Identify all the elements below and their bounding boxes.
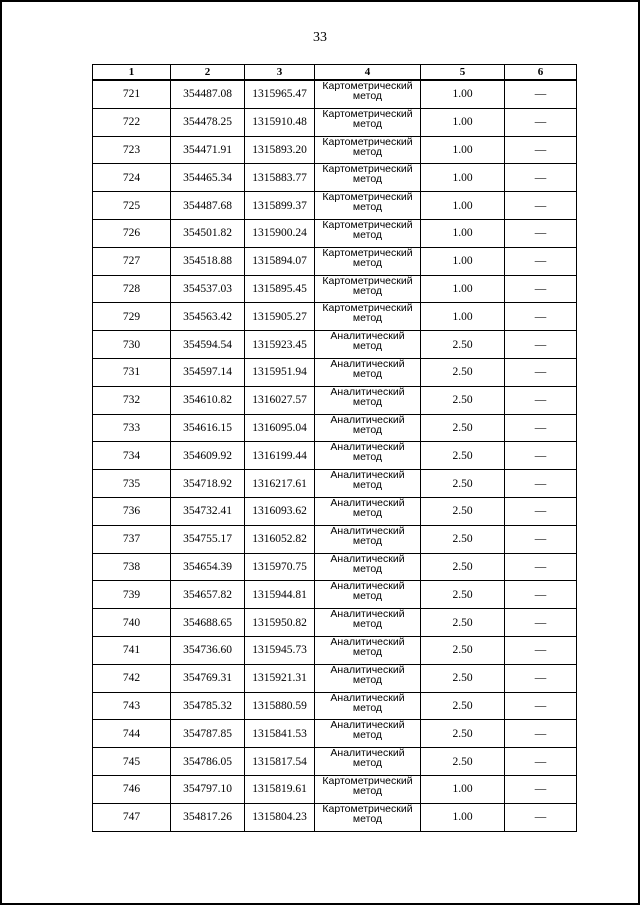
note-cell: — [505, 219, 577, 247]
table-row [93, 692, 577, 720]
x-coordinate-cell: 354736.60 [171, 636, 245, 664]
x-coordinate-cell: 354610.82 [171, 386, 245, 414]
method-cell: Аналитический метод [315, 525, 421, 553]
table-row [93, 803, 577, 831]
y-coordinate-cell: 1315965.47 [245, 80, 315, 108]
x-coordinate-cell: 354609.92 [171, 442, 245, 470]
method-cell: Аналитический метод [315, 581, 421, 609]
accuracy-cell: 2.50 [421, 525, 505, 553]
method-cell: Картометрический метод [315, 192, 421, 220]
note-cell: — [505, 247, 577, 275]
page-number: 33 [313, 30, 327, 45]
x-coordinate-cell: 354657.82 [171, 581, 245, 609]
note-cell: — [505, 470, 577, 498]
x-coordinate-cell: 354597.14 [171, 358, 245, 386]
x-coordinate-cell: 354487.08 [171, 80, 245, 108]
note-cell: — [505, 692, 577, 720]
accuracy-cell: 1.00 [421, 192, 505, 220]
x-coordinate-cell: 354755.17 [171, 525, 245, 553]
point-number-cell: 741 [93, 636, 171, 664]
accuracy-cell: 2.50 [421, 553, 505, 581]
y-coordinate-cell: 1315900.24 [245, 219, 315, 247]
point-number-cell: 729 [93, 303, 171, 331]
table-row [93, 720, 577, 748]
table-row [93, 303, 577, 331]
y-coordinate-cell: 1315819.61 [245, 775, 315, 803]
method-cell: Аналитический метод [315, 331, 421, 359]
table-row [93, 386, 577, 414]
table-header-row [93, 65, 577, 81]
table-row [93, 525, 577, 553]
point-number-cell: 739 [93, 581, 171, 609]
y-coordinate-cell: 1315880.59 [245, 692, 315, 720]
x-coordinate-cell: 354787.85 [171, 720, 245, 748]
y-coordinate-cell: 1315970.75 [245, 553, 315, 581]
point-number-cell: 726 [93, 219, 171, 247]
method-cell: Картометрический метод [315, 108, 421, 136]
x-coordinate-cell: 354518.88 [171, 247, 245, 275]
x-coordinate-cell: 354797.10 [171, 775, 245, 803]
x-coordinate-cell: 354769.31 [171, 664, 245, 692]
accuracy-cell: 1.00 [421, 108, 505, 136]
method-cell: Аналитический метод [315, 442, 421, 470]
point-number-cell: 735 [93, 470, 171, 498]
y-coordinate-cell: 1315893.20 [245, 136, 315, 164]
note-cell: — [505, 192, 577, 220]
x-coordinate-cell: 354688.65 [171, 609, 245, 637]
accuracy-cell: 2.50 [421, 414, 505, 442]
method-cell: Картометрический метод [315, 80, 421, 108]
note-cell: — [505, 748, 577, 776]
accuracy-cell: 2.50 [421, 720, 505, 748]
x-coordinate-cell: 354478.25 [171, 108, 245, 136]
accuracy-cell: 1.00 [421, 136, 505, 164]
point-number-cell: 738 [93, 553, 171, 581]
table-row [93, 748, 577, 776]
x-coordinate-cell: 354537.03 [171, 275, 245, 303]
note-cell: — [505, 303, 577, 331]
method-cell: Аналитический метод [315, 553, 421, 581]
point-number-cell: 722 [93, 108, 171, 136]
table-row [93, 247, 577, 275]
table-row [93, 331, 577, 359]
method-cell: Аналитический метод [315, 609, 421, 637]
method-cell: Картометрический метод [315, 303, 421, 331]
point-number-cell: 744 [93, 720, 171, 748]
method-cell: Аналитический метод [315, 636, 421, 664]
y-coordinate-cell: 1315944.81 [245, 581, 315, 609]
y-coordinate-cell: 1315950.82 [245, 609, 315, 637]
y-coordinate-cell: 1316052.82 [245, 525, 315, 553]
table-row [93, 553, 577, 581]
point-number-cell: 746 [93, 775, 171, 803]
y-coordinate-cell: 1316199.44 [245, 442, 315, 470]
table-row [93, 80, 577, 108]
y-coordinate-cell: 1315895.45 [245, 275, 315, 303]
point-number-cell: 728 [93, 275, 171, 303]
method-cell: Аналитический метод [315, 497, 421, 525]
accuracy-cell: 1.00 [421, 80, 505, 108]
y-coordinate-cell: 1315899.37 [245, 192, 315, 220]
method-cell: Аналитический метод [315, 358, 421, 386]
y-coordinate-cell: 1315905.27 [245, 303, 315, 331]
y-coordinate-cell: 1315951.94 [245, 358, 315, 386]
point-number-cell: 733 [93, 414, 171, 442]
method-cell: Аналитический метод [315, 664, 421, 692]
accuracy-cell: 2.50 [421, 386, 505, 414]
column-header-5: 5 [421, 65, 505, 81]
x-coordinate-cell: 354487.68 [171, 192, 245, 220]
x-coordinate-cell: 354785.32 [171, 692, 245, 720]
method-cell: Картометрический метод [315, 247, 421, 275]
column-header-2: 2 [171, 65, 245, 81]
column-header-1: 1 [93, 65, 171, 81]
x-coordinate-cell: 354718.92 [171, 470, 245, 498]
table-row [93, 581, 577, 609]
method-cell: Картометрический метод [315, 136, 421, 164]
y-coordinate-cell: 1315894.07 [245, 247, 315, 275]
x-coordinate-cell: 354563.42 [171, 303, 245, 331]
accuracy-cell: 1.00 [421, 803, 505, 831]
point-number-cell: 725 [93, 192, 171, 220]
point-number-cell: 721 [93, 80, 171, 108]
table-row [93, 775, 577, 803]
x-coordinate-cell: 354732.41 [171, 497, 245, 525]
point-number-cell: 727 [93, 247, 171, 275]
note-cell: — [505, 609, 577, 637]
point-number-cell: 731 [93, 358, 171, 386]
note-cell: — [505, 775, 577, 803]
table-row [93, 219, 577, 247]
x-coordinate-cell: 354501.82 [171, 219, 245, 247]
method-cell: Картометрический метод [315, 803, 421, 831]
y-coordinate-cell: 1315841.53 [245, 720, 315, 748]
accuracy-cell: 2.50 [421, 581, 505, 609]
accuracy-cell: 2.50 [421, 636, 505, 664]
y-coordinate-cell: 1316093.62 [245, 497, 315, 525]
accuracy-cell: 2.50 [421, 497, 505, 525]
point-number-cell: 740 [93, 609, 171, 637]
method-cell: Картометрический метод [315, 775, 421, 803]
accuracy-cell: 1.00 [421, 164, 505, 192]
note-cell: — [505, 386, 577, 414]
method-cell: Аналитический метод [315, 386, 421, 414]
table-row [93, 414, 577, 442]
x-coordinate-cell: 354594.54 [171, 331, 245, 359]
coordinates-table [92, 64, 577, 832]
table-row [93, 442, 577, 470]
note-cell: — [505, 581, 577, 609]
x-coordinate-cell: 354654.39 [171, 553, 245, 581]
table-row [93, 108, 577, 136]
table-row [93, 609, 577, 637]
y-coordinate-cell: 1315921.31 [245, 664, 315, 692]
method-cell: Аналитический метод [315, 692, 421, 720]
table-row [93, 636, 577, 664]
column-header-4: 4 [315, 65, 421, 81]
point-number-cell: 742 [93, 664, 171, 692]
note-cell: — [505, 331, 577, 359]
x-coordinate-cell: 354471.91 [171, 136, 245, 164]
point-number-cell: 736 [93, 497, 171, 525]
note-cell: — [505, 803, 577, 831]
point-number-cell: 747 [93, 803, 171, 831]
x-coordinate-cell: 354786.05 [171, 748, 245, 776]
column-header-3: 3 [245, 65, 315, 81]
note-cell: — [505, 442, 577, 470]
y-coordinate-cell: 1315804.23 [245, 803, 315, 831]
table-body [93, 80, 577, 831]
note-cell: — [505, 636, 577, 664]
point-number-cell: 730 [93, 331, 171, 359]
x-coordinate-cell: 354616.15 [171, 414, 245, 442]
accuracy-cell: 2.50 [421, 692, 505, 720]
x-coordinate-cell: 354465.34 [171, 164, 245, 192]
method-cell: Картометрический метод [315, 219, 421, 247]
point-number-cell: 737 [93, 525, 171, 553]
method-cell: Аналитический метод [315, 720, 421, 748]
y-coordinate-cell: 1316217.61 [245, 470, 315, 498]
accuracy-cell: 1.00 [421, 219, 505, 247]
accuracy-cell: 1.00 [421, 775, 505, 803]
method-cell: Картометрический метод [315, 164, 421, 192]
method-cell: Аналитический метод [315, 470, 421, 498]
table-row [93, 470, 577, 498]
accuracy-cell: 2.50 [421, 358, 505, 386]
point-number-cell: 732 [93, 386, 171, 414]
table-row [93, 358, 577, 386]
note-cell: — [505, 720, 577, 748]
accuracy-cell: 1.00 [421, 247, 505, 275]
note-cell: — [505, 664, 577, 692]
accuracy-cell: 2.50 [421, 331, 505, 359]
method-cell: Аналитический метод [315, 748, 421, 776]
accuracy-cell: 2.50 [421, 748, 505, 776]
note-cell: — [505, 553, 577, 581]
y-coordinate-cell: 1315817.54 [245, 748, 315, 776]
column-header-6: 6 [505, 65, 577, 81]
method-cell: Аналитический метод [315, 414, 421, 442]
y-coordinate-cell: 1316095.04 [245, 414, 315, 442]
table-row [93, 497, 577, 525]
note-cell: — [505, 497, 577, 525]
accuracy-cell: 1.00 [421, 303, 505, 331]
y-coordinate-cell: 1315910.48 [245, 108, 315, 136]
note-cell: — [505, 525, 577, 553]
y-coordinate-cell: 1315883.77 [245, 164, 315, 192]
point-number-cell: 723 [93, 136, 171, 164]
note-cell: — [505, 80, 577, 108]
table-row [93, 192, 577, 220]
point-number-cell: 734 [93, 442, 171, 470]
note-cell: — [505, 414, 577, 442]
note-cell: — [505, 136, 577, 164]
accuracy-cell: 2.50 [421, 664, 505, 692]
x-coordinate-cell: 354817.26 [171, 803, 245, 831]
table-row [93, 136, 577, 164]
accuracy-cell: 2.50 [421, 470, 505, 498]
accuracy-cell: 1.00 [421, 275, 505, 303]
table-row [93, 275, 577, 303]
note-cell: — [505, 275, 577, 303]
note-cell: — [505, 108, 577, 136]
accuracy-cell: 2.50 [421, 442, 505, 470]
point-number-cell: 745 [93, 748, 171, 776]
point-number-cell: 743 [93, 692, 171, 720]
note-cell: — [505, 358, 577, 386]
table-row [93, 664, 577, 692]
point-number-cell: 724 [93, 164, 171, 192]
table-row [93, 164, 577, 192]
method-cell: Картометрический метод [315, 275, 421, 303]
note-cell: — [505, 164, 577, 192]
accuracy-cell: 2.50 [421, 609, 505, 637]
y-coordinate-cell: 1315945.73 [245, 636, 315, 664]
y-coordinate-cell: 1316027.57 [245, 386, 315, 414]
y-coordinate-cell: 1315923.45 [245, 331, 315, 359]
